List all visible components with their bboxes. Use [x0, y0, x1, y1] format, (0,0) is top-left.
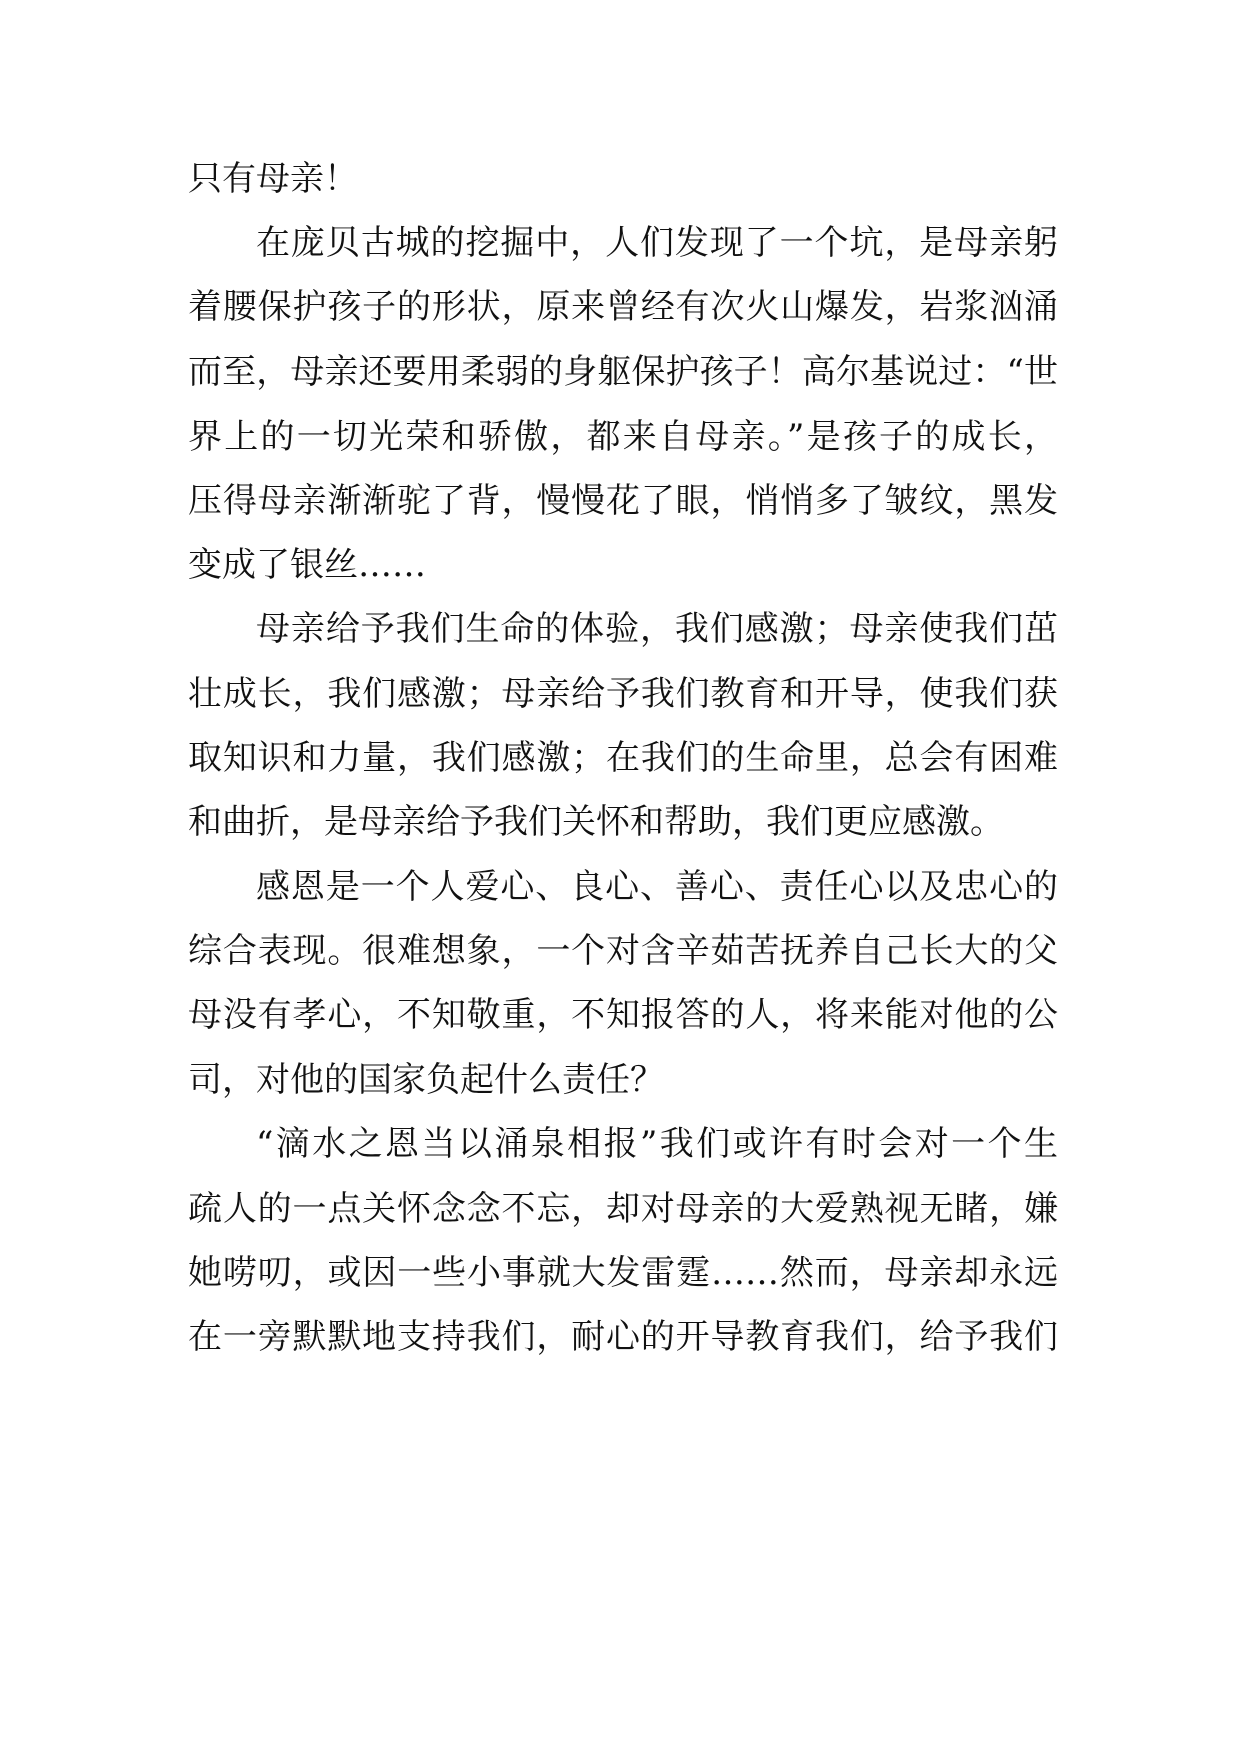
- text-line: 母没有孝心，不知敬重，不知报答的人，将来能对他的公: [188, 995, 1058, 1035]
- text-line: 界上的一切光荣和骄傲，都来自母亲。”是孩子的成长，: [188, 417, 1058, 457]
- text-line: 压得母亲渐渐驼了背，慢慢花了眼，悄悄多了皱纹，黑发: [188, 481, 1058, 521]
- text-line: 着腰保护孩子的形状，原来曾经有次火山爆发，岩浆汹涌: [188, 287, 1058, 327]
- text-line: 在庞贝古城的挖掘中，人们发现了一个坑，是母亲躬: [256, 223, 1058, 263]
- text-line: “滴水之恩当以涌泉相报”我们或许有时会对一个生: [256, 1124, 1058, 1164]
- text-line: 和曲折，是母亲给予我们关怀和帮助，我们更应感激。: [188, 802, 1004, 842]
- text-line: 在一旁默默地支持我们，耐心的开导教育我们，给予我们: [188, 1317, 1058, 1357]
- text-line: 综合表现。很难想象，一个对含辛茹苦抚养自己长大的父: [188, 931, 1058, 971]
- text-line: 感恩是一个人爱心、良心、善心、责任心以及忠心的: [256, 867, 1058, 907]
- text-line: 而至，母亲还要用柔弱的身躯保护孩子！高尔基说过：“世: [188, 352, 1058, 392]
- text-line: 取知识和力量，我们感激；在我们的生命里，总会有困难: [188, 738, 1058, 778]
- text-line: 司，对他的国家负起什么责任？: [188, 1060, 664, 1100]
- text-line: 她唠叨，或因一些小事就大发雷霆……然而，母亲却永远: [188, 1253, 1058, 1293]
- text-line: 壮成长，我们感激；母亲给予我们教育和开导，使我们获: [188, 674, 1058, 714]
- text-line: 母亲给予我们生命的体验，我们感激；母亲使我们茁: [256, 609, 1058, 649]
- text-line: 只有母亲！: [188, 159, 358, 199]
- text-line: 疏人的一点关怀念念不忘，却对母亲的大爱熟视无睹，嫌: [188, 1189, 1058, 1229]
- text-line: 变成了银丝……: [188, 545, 426, 585]
